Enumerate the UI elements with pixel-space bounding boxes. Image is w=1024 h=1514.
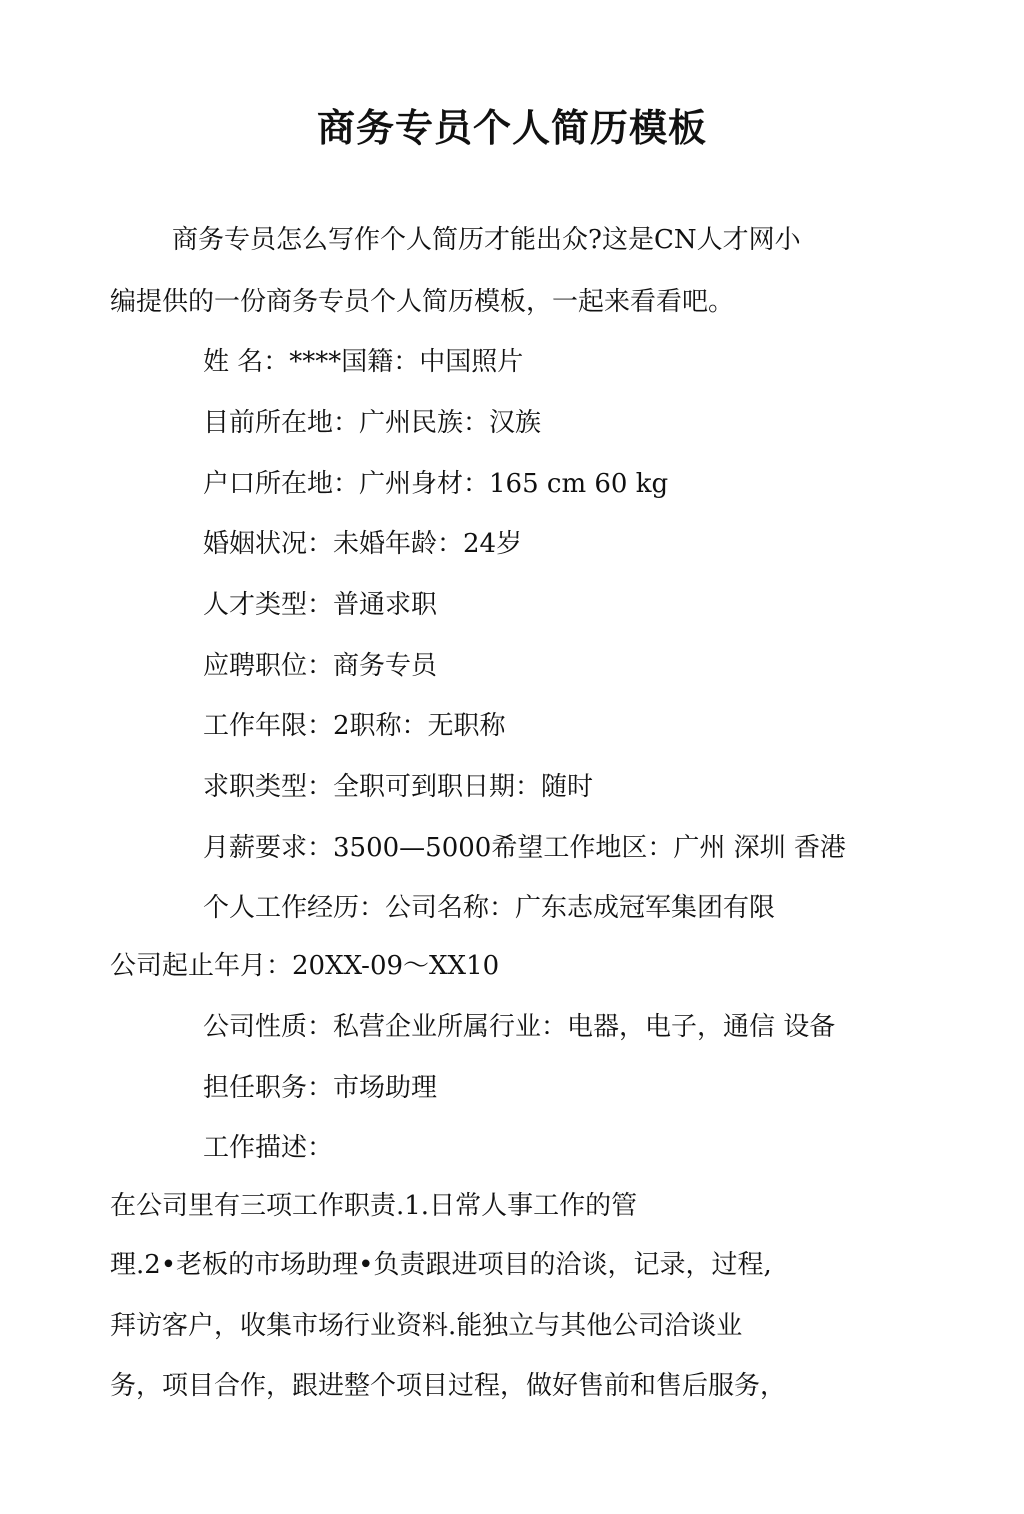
field-talent-type: 人才类型：普通求职 [203, 590, 438, 620]
intro-line-1: 商务专员怎么写作个人简历才能出众?这是CN人才网小 [172, 225, 801, 255]
description-line-1: 在公司里有三项工作职责.1.日常人事工作的管 [110, 1191, 638, 1221]
description-line-2: 理.2•老板的市场助理•负责跟进项目的洽谈，记录，过程, [110, 1250, 772, 1280]
field-experience-title: 工作年限：2职称：无职称 [203, 711, 506, 741]
field-position: 应聘职位：商务专员 [203, 651, 438, 681]
description-line-3: 拜访客户，收集市场行业资料.能独立与其他公司洽谈业 [110, 1311, 743, 1341]
field-work-history: 个人工作经历：公司名称：广东志成冠军集团有限 [203, 893, 776, 923]
field-hukou-body: 户口所在地：广州身材：165 cm 60 kg [203, 469, 669, 499]
field-name-nationality: 姓 名：****国籍：中国照片 [203, 347, 524, 377]
field-role: 担任职务：市场助理 [203, 1073, 438, 1103]
description-line-4: 务，项目合作，跟进整个项目过程，做好售前和售后服务， [110, 1371, 787, 1401]
field-company-nature: 公司性质：私营企业所属行业：电器，电子，通信 设备 [203, 1012, 836, 1042]
field-marital-age: 婚姻状况：未婚年龄：24岁 [203, 529, 523, 559]
field-salary-region: 月薪要求：3500—5000希望工作地区：广州 深圳 香港 [203, 833, 846, 863]
intro-line-2: 编提供的一份商务专员个人简历模板，一起来看看吧。 [110, 287, 735, 317]
field-job-type-start: 求职类型：全职可到职日期：随时 [203, 772, 594, 802]
field-job-description-label: 工作描述： [203, 1133, 334, 1163]
field-location-ethnicity: 目前所在地：广州民族：汉族 [203, 408, 542, 438]
field-company-dates: 公司起止年月：20XX-09～XX10 [110, 951, 500, 981]
document-title: 商务专员个人简历模板 [316, 106, 707, 150]
